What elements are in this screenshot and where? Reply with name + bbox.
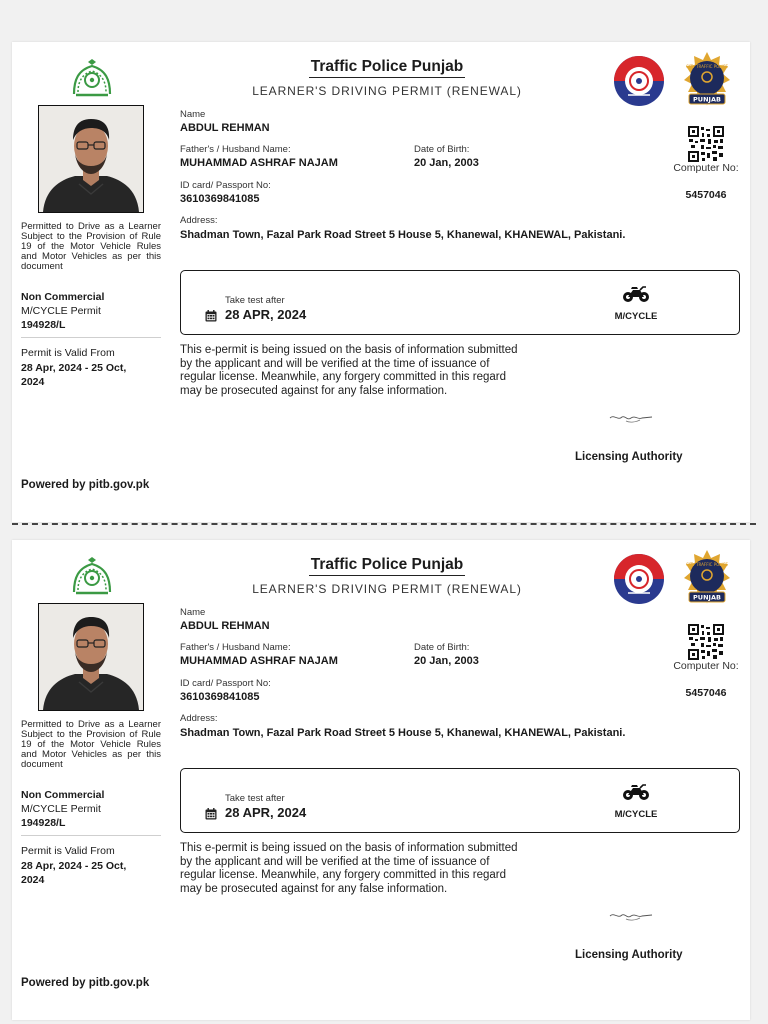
ctp-logo-text: PUNJAB bbox=[693, 593, 721, 602]
ctp-logo-ring-text: CITY TRAFFIC POLICE bbox=[685, 64, 729, 69]
computer-number: 5457046 bbox=[685, 189, 727, 201]
dob-label: Date of Birth: bbox=[414, 642, 470, 653]
father-name: MUHAMMAD ASHRAF NAJAM bbox=[180, 655, 338, 667]
test-info-box bbox=[180, 270, 740, 335]
permit-subtitle: LEARNER'S DRIVING PERMIT (RENEWAL) bbox=[252, 582, 522, 596]
holder-name: ABDUL REHMAN bbox=[180, 122, 270, 134]
date-of-birth: 20 Jan, 2003 bbox=[414, 655, 479, 667]
punjab-police-logo-icon bbox=[612, 553, 666, 605]
permit-category: Non Commercial bbox=[21, 291, 105, 303]
applicant-photo bbox=[38, 603, 144, 711]
permit-card-top bbox=[12, 42, 750, 522]
permit-title: Traffic Police Punjab bbox=[309, 556, 465, 576]
validity-value: 28 Apr, 2024 - 25 Oct, 2024 bbox=[21, 362, 127, 388]
left-divider bbox=[21, 337, 161, 338]
address: Shadman Town, Fazal Park Road Street 5 House 5, Khanewal, KHANEWAL, Pakistani. bbox=[180, 229, 626, 241]
city-traffic-police-logo-icon bbox=[680, 548, 734, 608]
computer-number-label: Computer No: bbox=[673, 162, 739, 174]
ctp-logo-ring-text: CITY TRAFFIC POLICE bbox=[685, 562, 729, 567]
id-label: ID card/ Passport No: bbox=[180, 678, 271, 689]
test-date: 28 APR, 2024 bbox=[225, 805, 307, 820]
powered-by: Powered by pitb.gov.pk bbox=[21, 977, 150, 989]
dob-label: Date of Birth: bbox=[414, 144, 470, 155]
validity-label: Permit is Valid From bbox=[21, 845, 115, 857]
validity-label: Permit is Valid From bbox=[21, 347, 115, 359]
permission-note: Permitted to Drive as a Learner Subject to the Provision of Rule 19 of the Motor Vehicle Rules and Motor Vehicles as per this document bbox=[21, 221, 161, 272]
motorcycle-icon bbox=[622, 286, 650, 303]
id-number: 3610369841085 bbox=[180, 193, 260, 205]
permit-title: Traffic Police Punjab bbox=[309, 58, 465, 78]
address: Shadman Town, Fazal Park Road Street 5 House 5, Khanewal, KHANEWAL, Pakistani. bbox=[180, 727, 626, 739]
authority-signature bbox=[608, 412, 654, 424]
licensing-authority: Licensing Authority bbox=[575, 451, 683, 463]
permit-number: 194928/L bbox=[21, 319, 66, 331]
applicant-photo bbox=[38, 105, 144, 213]
test-date: 28 APR, 2024 bbox=[225, 307, 307, 322]
punjab-govt-emblem-icon bbox=[68, 556, 116, 596]
father-name: MUHAMMAD ASHRAF NAJAM bbox=[180, 157, 338, 169]
permit-header bbox=[252, 556, 522, 596]
computer-number: 5457046 bbox=[685, 687, 727, 699]
motorcycle-icon bbox=[622, 784, 650, 801]
powered-by: Powered by pitb.gov.pk bbox=[21, 479, 150, 491]
permit-type: M/CYCLE Permit bbox=[21, 305, 101, 317]
qr-code-icon bbox=[688, 126, 724, 162]
test-label: Take test after bbox=[225, 793, 285, 804]
disclaimer-text: This e-permit is being issued on the basis of information submitted by the applicant and will be verified at the time of issuance of regular license. Meanwhile, any forgery committed in this regard may be prosecuted against for any false information. bbox=[180, 344, 518, 397]
qr-code-icon bbox=[688, 624, 724, 660]
father-name-label: Father's / Husband Name: bbox=[180, 642, 291, 653]
punjab-govt-emblem-icon bbox=[68, 58, 116, 98]
calendar-icon bbox=[205, 310, 217, 322]
permit-subtitle: LEARNER'S DRIVING PERMIT (RENEWAL) bbox=[252, 84, 522, 98]
id-number: 3610369841085 bbox=[180, 691, 260, 703]
disclaimer-text: This e-permit is being issued on the basis of information submitted by the applicant and will be verified at the time of issuance of regular license. Meanwhile, any forgery committed in this regard may be prosecuted against for any false information. bbox=[180, 842, 518, 895]
name-label: Name bbox=[180, 607, 206, 618]
permit-category: Non Commercial bbox=[21, 789, 105, 801]
id-label: ID card/ Passport No: bbox=[180, 180, 271, 191]
authority-signature bbox=[608, 910, 654, 922]
left-divider bbox=[21, 835, 161, 836]
test-info-box bbox=[180, 768, 740, 833]
address-label: Address: bbox=[180, 215, 218, 226]
address-label: Address: bbox=[180, 713, 218, 724]
permit-type: M/CYCLE Permit bbox=[21, 803, 101, 815]
permit-header bbox=[252, 58, 522, 98]
date-of-birth: 20 Jan, 2003 bbox=[414, 157, 479, 169]
ctp-logo-text: PUNJAB bbox=[693, 95, 721, 104]
calendar-icon bbox=[205, 808, 217, 820]
cut-line-divider bbox=[12, 523, 756, 525]
father-name-label: Father's / Husband Name: bbox=[180, 144, 291, 155]
city-traffic-police-logo-icon bbox=[680, 50, 734, 110]
permission-note: Permitted to Drive as a Learner Subject to the Provision of Rule 19 of the Motor Vehicle Rules and Motor Vehicles as per this document bbox=[21, 719, 161, 770]
vehicle-class: M/CYCLE bbox=[614, 311, 658, 322]
validity-value: 28 Apr, 2024 - 25 Oct, 2024 bbox=[21, 860, 127, 886]
test-label: Take test after bbox=[225, 295, 285, 306]
vehicle-class: M/CYCLE bbox=[614, 809, 658, 820]
licensing-authority: Licensing Authority bbox=[575, 949, 683, 961]
permit-number: 194928/L bbox=[21, 817, 66, 829]
permit-card-bottom bbox=[12, 540, 750, 1020]
punjab-police-logo-icon bbox=[612, 55, 666, 107]
name-label: Name bbox=[180, 109, 206, 120]
computer-number-label: Computer No: bbox=[673, 660, 739, 672]
holder-name: ABDUL REHMAN bbox=[180, 620, 270, 632]
